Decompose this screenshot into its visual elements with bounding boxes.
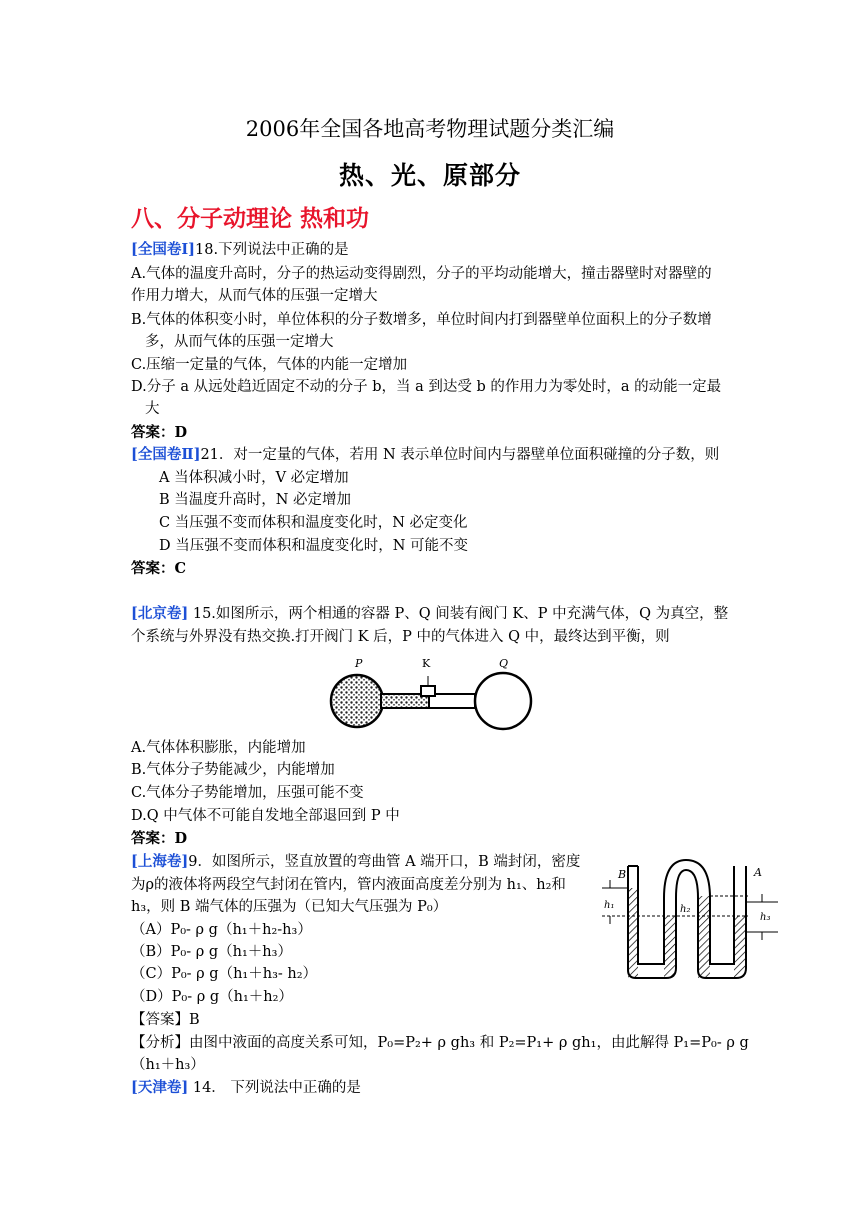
q3-option-a: A.气体体积膨胀，内能增加 xyxy=(131,740,306,756)
q1-option-a-line2: 作用力增大，从而气体的压强一定增大 xyxy=(131,288,378,304)
q2-option-b: B 当温度升高时，N 必定增加 xyxy=(159,492,352,508)
q1-option-d-line2: 大 xyxy=(145,401,160,417)
q4-stem-line2: 为ρ的液体将两段空气封闭在管内，管内液面高度差分别为 h₁、h₂和 xyxy=(131,877,566,893)
liquid-column-1 xyxy=(628,888,638,978)
q3-source: [北京卷] xyxy=(131,605,189,622)
document-title: 2006年全国各地高考物理试题分类汇编 xyxy=(245,117,615,141)
q3-option-c: C.气体分子势能增加，压强可能不变 xyxy=(131,785,364,801)
label-q: Q xyxy=(499,657,509,670)
liquid-column-3 xyxy=(698,896,710,978)
q4-analysis-line1: 【分析】由图中液面的高度关系可知，P₀=P₂+ ρ gh₃ 和 P₂=P₁+ ρ gh₁，由此解得 P₁=P₀- ρ g xyxy=(131,1035,749,1051)
q1-answer: 答案：D xyxy=(131,424,188,441)
label-h1: h₁ xyxy=(604,900,615,911)
q2-option-d: D 当压强不变而体积和温度变化时，N 可能不变 xyxy=(159,538,469,554)
q1-stem-line xyxy=(131,240,349,260)
q4-answer: 【答案】B xyxy=(131,1012,200,1028)
label-a: A xyxy=(754,866,762,879)
q3-stem-line1 xyxy=(131,604,728,624)
q1-option-b-line1: B.气体的体积变小时，单位体积的分子数增多，单位时间内打到器壁单位面积上的分子数增 xyxy=(131,312,712,328)
q5-source: [天津卷] xyxy=(131,1079,189,1096)
q3-answer: 答案：D xyxy=(131,830,188,847)
q2-stem-line xyxy=(131,445,719,465)
container-valve-figure xyxy=(325,656,545,734)
q2-source: [全国卷Ⅱ] xyxy=(131,446,201,463)
q3-stem-part1: 15.如图所示，两个相通的容器 P、Q 间装有阀门 K、P 中充满气体，Q 为真空，整 xyxy=(188,606,729,622)
u-tube-figure xyxy=(598,858,788,980)
q2-option-a: A 当体积减小时，V 必定增加 xyxy=(159,470,349,486)
q5-stem-line xyxy=(131,1078,361,1098)
q1-stem: 18.下列说法中正确的是 xyxy=(195,242,349,258)
q5-stem: 14． 下列说法中正确的是 xyxy=(188,1080,361,1096)
q4-option-c: （C）P₀- ρ g（h₁＋h₃- h₂） xyxy=(131,966,318,982)
q4-stem-line1 xyxy=(131,852,580,872)
q4-stem-line3: h₃，则 B 端气体的压强为（已知大气压强为 P₀） xyxy=(131,899,448,915)
q4-option-a: （A）P₀- ρ g（h₁＋h₂-h₃） xyxy=(131,922,312,938)
q1-option-b-line2: 多，从而气体的压强一定增大 xyxy=(145,334,334,350)
liquid-column-2 xyxy=(664,916,676,978)
label-p: P xyxy=(355,657,363,670)
label-k: K xyxy=(422,657,431,670)
q1-option-a-line1: A.气体的温度升高时，分子的热运动变得剧烈，分子的平均动能增大，撞击器壁时对器壁的 xyxy=(131,266,712,282)
q3-option-d: D.Q 中气体不可能自发地全部退回到 P 中 xyxy=(131,808,400,824)
container-q-shape xyxy=(475,673,531,729)
document-subtitle: 热、光、原部分 xyxy=(338,161,521,190)
container-p-shape xyxy=(331,675,383,727)
label-b: B xyxy=(618,868,627,881)
q2-stem: 21．对一定量的气体，若用 N 表示单位时间内与器壁单位面积碰撞的分子数，则 xyxy=(200,447,720,463)
q4-source: [上海卷] xyxy=(131,853,189,870)
q1-source: [全国卷Ⅰ] xyxy=(131,241,196,258)
valve-k-shape xyxy=(421,686,435,696)
q4-option-b: （B）P₀- ρ g（h₁＋h₃） xyxy=(131,944,292,960)
q4-stem-part1: 9．如图所示，竖直放置的弯曲管 A 端开口，B 端封闭，密度 xyxy=(188,854,581,870)
tube-outer-wall xyxy=(628,866,746,978)
q2-option-c: C 当压强不变而体积和温度变化时，N 必定变化 xyxy=(159,515,468,531)
q1-option-c: C.压缩一定量的气体，气体的内能一定增加 xyxy=(131,357,408,373)
q3-stem-line2: 个系统与外界没有热交换.打开阀门 K 后，P 中的气体进入 Q 中，最终达到平衡，则 xyxy=(131,629,670,645)
q4-analysis-line2: （h₁＋h₃） xyxy=(131,1057,205,1073)
label-h2: h₂ xyxy=(680,904,691,915)
section-heading: 八、分子动理论 热和功 xyxy=(131,205,370,232)
liquid-column-4 xyxy=(734,916,746,978)
q2-answer: 答案：C xyxy=(131,560,187,577)
q3-option-b: B.气体分子势能减少，内能增加 xyxy=(131,762,335,778)
q1-option-d-line1: D.分子 a 从远处趋近固定不动的分子 b，当 a 到达受 b 的作用力为零处时，a 的动能一定最 xyxy=(131,379,722,395)
q4-option-d: （D）P₀- ρ g（h₁＋h₂） xyxy=(131,989,293,1005)
label-h3: h₃ xyxy=(760,912,771,923)
